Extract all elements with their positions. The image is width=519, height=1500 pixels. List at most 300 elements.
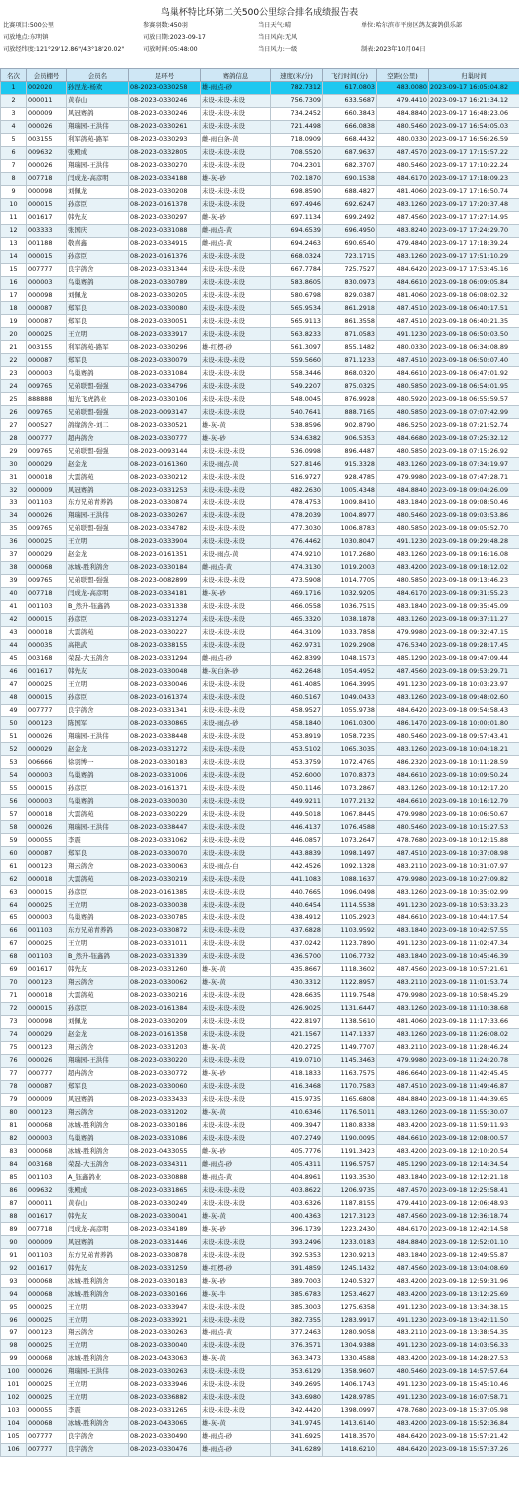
table-cell: 32 [1, 484, 27, 497]
table-cell: 377.2463 [271, 1327, 323, 1340]
table-cell: 2023-09-18 12:42:14.58 [429, 1223, 519, 1236]
table-cell: 1118.3602 [323, 963, 377, 976]
table-cell: 385.6783 [271, 1288, 323, 1301]
table-row [1, 367, 519, 380]
table-cell: 000011 [27, 94, 67, 107]
table-cell: 08-2023-0330080 [129, 302, 201, 315]
table-cell: 未设-未设-未设 [201, 94, 271, 107]
table-cell: 2023-09-18 12:06:48.93 [429, 1197, 519, 1210]
table-cell: 2023-09-18 15:57:37.26 [429, 1443, 519, 1456]
table-cell: 484.8840 [377, 1236, 429, 1249]
table-cell: 08-2023-0333947 [129, 1301, 201, 1314]
table-cell: 黄春山 [67, 1197, 129, 1210]
table-cell: 1230.9213 [323, 1249, 377, 1262]
table-cell: 08-2023-0161360 [129, 458, 201, 471]
table-row [1, 1080, 519, 1093]
table-cell: 389.7003 [271, 1275, 323, 1288]
table-cell: 000777 [27, 432, 67, 445]
table-cell: 2023-09-18 15:52:36.84 [429, 1417, 519, 1430]
table-row [1, 847, 519, 860]
table-row [1, 224, 519, 237]
table-cell: 39 [1, 574, 27, 587]
table-cell: 2023-09-18 14:57:57.64 [429, 1365, 519, 1378]
table-cell: 2023-09-17 17:10:22.24 [429, 159, 519, 172]
table-cell: 08-2023-0331203 [129, 1041, 201, 1054]
table-cell: 000068 [27, 561, 67, 574]
table-cell: 郑军良 [67, 1080, 129, 1093]
table-cell: 2023-09-18 07:47:28.71 [429, 471, 519, 484]
table-cell: 1163.7575 [323, 1067, 377, 1080]
table-row [1, 354, 519, 367]
table-cell: 未设-未设-未设 [201, 600, 271, 613]
table-cell: 2023-09-18 10:35:02.99 [429, 886, 519, 899]
table-cell: 08-2023-0331865 [129, 1184, 201, 1197]
table-cell: 1096.0498 [323, 886, 377, 899]
table-row [1, 1275, 519, 1288]
table-row [1, 328, 519, 341]
table-cell: 未设-未设-未设 [201, 276, 271, 289]
table-cell: 98 [1, 1339, 27, 1352]
table-row [1, 509, 519, 522]
table-cell: 08-2023-0330040 [129, 1339, 201, 1352]
column-header: 赛鸽信息 [201, 69, 271, 82]
table-cell: 2023-09-18 12:52:01.10 [429, 1236, 519, 1249]
table-cell: 08-2023-0161376 [129, 250, 201, 263]
table-cell: 49 [1, 704, 27, 717]
table-cell: 1131.6447 [323, 1002, 377, 1015]
table-cell: 527.8146 [271, 458, 323, 471]
table-cell: 000015 [27, 1002, 67, 1015]
table-cell: 08-2023-0330227 [129, 626, 201, 639]
table-cell: 915.3328 [323, 458, 377, 471]
table-cell: 08-2023-0331260 [129, 963, 201, 976]
table-cell: 未设-未设-未设 [201, 912, 271, 925]
table-cell: 未设-未设-未设 [201, 380, 271, 393]
table-cell: 469.1716 [271, 587, 323, 600]
table-cell: 赵金龙 [67, 1028, 129, 1041]
table-row [1, 704, 519, 717]
table-cell: 001103 [27, 924, 67, 937]
table-cell: 孙彦臣 [67, 886, 129, 899]
table-cell: 08-2023-0331446 [129, 1236, 201, 1249]
table-cell: 000068 [27, 1275, 67, 1288]
table-cell: 雄-灰-砂 [201, 587, 271, 600]
table-cell: 2023-09-18 10:57:21.61 [429, 963, 519, 976]
table-cell: 106 [1, 1443, 27, 1456]
table-cell: 37 [1, 548, 27, 561]
table-cell: 大雲鸽苑 [67, 989, 129, 1002]
table-cell: 08-2023-0330270 [129, 159, 201, 172]
table-cell: 雄-雨点-黄 [201, 1171, 271, 1184]
table-cell: 442.4526 [271, 860, 323, 873]
table-cell: 17 [1, 289, 27, 302]
table-row [1, 886, 519, 899]
table-cell: 2023-09-18 15:57:21.42 [429, 1430, 519, 1443]
table-cell: 462.8399 [271, 652, 323, 665]
table-cell: 雌-雨点-砂 [201, 1158, 271, 1171]
table-cell: 438.4912 [271, 912, 323, 925]
table-cell: 782.7312 [271, 82, 323, 95]
table-cell: 478.7680 [377, 1404, 429, 1417]
table-cell: 2023-09-18 10:27:09.82 [429, 873, 519, 886]
table-row [1, 263, 519, 276]
table-cell: 08-2023-0338155 [129, 639, 201, 652]
table-cell: 2023-09-18 09:54:58.43 [429, 704, 519, 717]
table-cell: 08-2023-0332805 [129, 146, 201, 159]
table-cell: 2023-09-17 17:51:10.29 [429, 250, 519, 263]
table-cell: 1428.9785 [323, 1391, 377, 1404]
table-row [1, 107, 519, 120]
table-cell: 79 [1, 1093, 27, 1106]
table-cell: 2023-09-18 11:28:46.24 [429, 1041, 519, 1054]
table-cell: 491.1230 [377, 1314, 429, 1327]
table-cell: 479.9980 [377, 989, 429, 1002]
table-cell: 479.9980 [377, 626, 429, 639]
table-cell: 000087 [27, 1080, 67, 1093]
table-row [1, 613, 519, 626]
table-row [1, 535, 519, 548]
table-cell: 484.6420 [377, 1443, 429, 1456]
table-row [1, 1145, 519, 1158]
table-row [1, 1327, 519, 1340]
table-cell: 000087 [27, 847, 67, 860]
table-cell: 雄-灰-黄 [201, 976, 271, 989]
table-cell: 1217.3123 [323, 1210, 377, 1223]
table-cell: 08-2023-0330293 [129, 133, 201, 146]
table-cell: 486.6640 [377, 1067, 429, 1080]
table-cell: 479.9980 [377, 1054, 429, 1067]
column-header: 归巢时间 [429, 69, 519, 82]
table-row [1, 1223, 519, 1236]
table-cell: 08-2023-0334796 [129, 380, 201, 393]
table-cell: 未设-未设-未设 [201, 302, 271, 315]
table-cell: 000055 [27, 1404, 67, 1417]
table-cell: 487.4510 [377, 847, 429, 860]
table-cell: 1280.9058 [323, 1327, 377, 1340]
table-cell: 896.4487 [323, 445, 377, 458]
table-cell: 未设-未设-未设 [201, 756, 271, 769]
table-cell: 660.3843 [323, 107, 377, 120]
table-cell: 未设-未设-未设 [201, 367, 271, 380]
table-cell: 94 [1, 1288, 27, 1301]
table-cell: 08-2023-0330038 [129, 899, 201, 912]
table-cell: 翔瑞园-王洪伟 [67, 1365, 129, 1378]
table-cell: 2023-09-18 09:35:45.09 [429, 600, 519, 613]
table-cell: 487.4560 [377, 963, 429, 976]
table-row [1, 782, 519, 795]
table-cell: 407.2749 [271, 1132, 323, 1145]
table-row [1, 1378, 519, 1391]
table-cell: 483.1840 [377, 497, 429, 510]
table-cell: 001103 [27, 497, 67, 510]
table-cell: 大雲鸽苑 [67, 626, 129, 639]
table-row [1, 1002, 519, 1015]
table-row [1, 639, 519, 652]
table-row [1, 769, 519, 782]
table-cell: 43 [1, 626, 27, 639]
table-cell: 97 [1, 1327, 27, 1340]
table-cell: 668.4432 [323, 133, 377, 146]
table-cell: 23 [1, 367, 27, 380]
table-cell: 538.8596 [271, 419, 323, 432]
table-cell: 1036.7515 [323, 600, 377, 613]
table-cell: 349.2695 [271, 1378, 323, 1391]
table-row [1, 471, 519, 484]
table-cell: 001103 [27, 950, 67, 963]
table-row [1, 146, 519, 159]
table-cell: 兄弟联盟-强强 [67, 522, 129, 535]
table-cell: 565.9113 [271, 315, 323, 328]
table-cell: 1253.4627 [323, 1288, 377, 1301]
table-cell: 000025 [27, 1301, 67, 1314]
table-cell: 2023-09-18 14:28:27.53 [429, 1352, 519, 1365]
table-cell: 鸟巢赛鸽 [67, 769, 129, 782]
table-cell: 东方兄弟青养鸽 [67, 1249, 129, 1262]
table-cell: 465.3320 [271, 613, 323, 626]
table-cell: 未设-未设-未设 [201, 1249, 271, 1262]
table-cell: 黄春山 [67, 94, 129, 107]
table-cell: 51 [1, 730, 27, 743]
table-row [1, 432, 519, 445]
table-cell: 雄-灰-砂 [201, 172, 271, 185]
table-cell: 王立明 [67, 1301, 129, 1314]
table-cell: 1413.6140 [323, 1417, 377, 1430]
table-cell: 491.1230 [377, 899, 429, 912]
table-cell: 393.2496 [271, 1236, 323, 1249]
table-cell: 491.1230 [377, 1378, 429, 1391]
table-cell: 陈国军 [67, 717, 129, 730]
table-cell: 001188 [27, 237, 67, 250]
table-cell: 002020 [27, 82, 67, 95]
table-cell: 08-2023-0161384 [129, 1002, 201, 1015]
table-cell: 2023-09-18 10:00:01.80 [429, 717, 519, 730]
table-cell: 698.8590 [271, 185, 323, 198]
table-cell: 2023-09-18 11:01:53.74 [429, 976, 519, 989]
table-cell: 536.0998 [271, 445, 323, 458]
table-cell: 480.5850 [377, 406, 429, 419]
table-row [1, 1404, 519, 1417]
table-cell: 2023-09-18 12:59:31.96 [429, 1275, 519, 1288]
table-cell: 734.2452 [271, 107, 323, 120]
table-cell: 6 [1, 146, 27, 159]
table-cell: 2023-09-18 10:31:07.97 [429, 860, 519, 873]
table-cell: 08-2023-0330063 [129, 860, 201, 873]
table-cell: 孙涅龙-杨欢 [67, 82, 129, 95]
table-cell: 436.5700 [271, 950, 323, 963]
table-cell: 08-2023-0331344 [129, 263, 201, 276]
table-cell: 未设-未设-未设 [201, 535, 271, 548]
table-row [1, 937, 519, 950]
table-cell: 2023-09-18 09:03:53.86 [429, 509, 519, 522]
table-cell: 47 [1, 678, 27, 691]
table-cell: 486.2320 [377, 756, 429, 769]
table-cell: 张殿成 [67, 146, 129, 159]
table-cell: 王立明 [67, 1339, 129, 1352]
table-row [1, 159, 519, 172]
table-cell: 2023-09-18 09:32:47.15 [429, 626, 519, 639]
table-cell: 481.4060 [377, 185, 429, 198]
table-cell: 1055.9738 [323, 704, 377, 717]
table-cell: 483.1260 [377, 250, 429, 263]
table-cell: 08-2023-0330060 [129, 1080, 201, 1093]
table-cell: 13 [1, 237, 27, 250]
table-cell: 484.6420 [377, 263, 429, 276]
table-cell: 08-2023-0331088 [129, 224, 201, 237]
info-item: 司放地点:东明镇 [3, 34, 49, 41]
table-cell: 74 [1, 1028, 27, 1041]
table-cell: 21 [1, 341, 27, 354]
table-cell: 480.5850 [377, 380, 429, 393]
table-cell: 484.6610 [377, 912, 429, 925]
table-cell: 1030.8047 [323, 535, 377, 548]
table-cell: 2023-09-18 09:28:17.45 [429, 639, 519, 652]
table-cell: 33 [1, 497, 27, 510]
table-cell: 446.4137 [271, 821, 323, 834]
table-row [1, 743, 519, 756]
table-cell: 2023-09-18 06:54:01.95 [429, 380, 519, 393]
table-row [1, 120, 519, 133]
table-cell: 1103.9592 [323, 924, 377, 937]
table-cell: 18 [1, 302, 27, 315]
table-cell: 001617 [27, 963, 67, 976]
table-cell: 1147.1337 [323, 1028, 377, 1041]
table-cell: 000068 [27, 1288, 67, 1301]
table-cell: 871.1233 [323, 354, 377, 367]
table-cell: 000003 [27, 912, 67, 925]
table-cell: 000123 [27, 1041, 67, 1054]
table-cell: 2023-09-18 07:25:32.12 [429, 432, 519, 445]
table-cell: 56 [1, 795, 27, 808]
table-cell: 563.8233 [271, 328, 323, 341]
table-cell: 2023-09-17 17:18:39.24 [429, 237, 519, 250]
table-cell: 未设-未设-未设 [201, 1132, 271, 1145]
table-cell: 1190.0095 [323, 1132, 377, 1145]
table-cell: 1070.8373 [323, 769, 377, 782]
table-cell: 1017.2680 [323, 548, 377, 561]
table-cell: 483.1260 [377, 1106, 429, 1119]
table-cell: 2023-09-18 06:50:03.50 [429, 328, 519, 341]
table-cell: 580.6798 [271, 289, 323, 302]
table-cell: 1358.9607 [323, 1365, 377, 1378]
table-cell: 08-2023-0331338 [129, 600, 201, 613]
table-cell: 1170.7583 [323, 1080, 377, 1093]
table-row [1, 211, 519, 224]
report-info [0, 20, 519, 68]
table-cell: 2023-09-18 06:40:21.35 [429, 315, 519, 328]
table-cell: 443.8839 [271, 847, 323, 860]
table-cell: 孙彦臣 [67, 613, 129, 626]
table-cell: 08-2023-0330183 [129, 1275, 201, 1288]
table-cell: 466.0558 [271, 600, 323, 613]
table-cell: 1048.1573 [323, 652, 377, 665]
table-cell: 良宇鸽舍 [67, 263, 129, 276]
table-cell: 7 [1, 159, 27, 172]
table-cell: 91 [1, 1249, 27, 1262]
table-cell: 000009 [27, 1093, 67, 1106]
table-cell: 421.1567 [271, 1028, 323, 1041]
table-cell: 08-2023-0433055 [129, 1145, 201, 1158]
table-cell: 009765 [27, 574, 67, 587]
table-cell: 80 [1, 1106, 27, 1119]
table-cell: 未设-未设-未设 [201, 743, 271, 756]
table-row [1, 600, 519, 613]
table-cell: 李震 [67, 834, 129, 847]
table-cell: 480.5460 [377, 821, 429, 834]
table-cell: 08-2023-0330051 [129, 315, 201, 328]
table-cell: 483.1260 [377, 1028, 429, 1041]
table-cell: 477.3030 [271, 522, 323, 535]
table-row [1, 1262, 519, 1275]
table-cell: 未设-未设-未设 [201, 445, 271, 458]
table-cell: 2023-09-18 09:31:55.23 [429, 587, 519, 600]
table-cell: 009765 [27, 380, 67, 393]
table-cell: 08-2023-0330205 [129, 289, 201, 302]
table-row [1, 1028, 519, 1041]
table-cell: 雌-雨点-黄 [201, 237, 271, 250]
table-row [1, 1288, 519, 1301]
table-cell: 000026 [27, 120, 67, 133]
table-cell: 60 [1, 847, 27, 860]
table-cell: 483.4200 [377, 1145, 429, 1158]
table-cell: 000015 [27, 250, 67, 263]
table-cell: 483.4200 [377, 1275, 429, 1288]
table-cell: 30 [1, 458, 27, 471]
table-cell: 54 [1, 769, 27, 782]
table-cell: 464.3109 [271, 626, 323, 639]
table-cell: 大雲鸽苑 [67, 873, 129, 886]
table-cell: 2023-09-17 16:21:34.12 [429, 94, 519, 107]
table-cell: 08-2023-0330046 [129, 678, 201, 691]
table-cell: 赵金龙 [67, 458, 129, 471]
table-cell: 42 [1, 613, 27, 626]
table-cell: 415.9735 [271, 1093, 323, 1106]
table-cell: 000123 [27, 976, 67, 989]
table-cell: 08-2023-0330186 [129, 1119, 201, 1132]
table-cell: 000025 [27, 1339, 67, 1352]
table-cell: 480.5920 [377, 393, 429, 406]
table-row [1, 1443, 519, 1456]
table-cell: 08-2023-0330166 [129, 1288, 201, 1301]
table-cell: 2023-09-17 17:27:14.95 [429, 211, 519, 224]
table-cell: 2023-09-18 11:17:33.66 [429, 1015, 519, 1028]
table-cell: 韩先友 [67, 963, 129, 976]
table-cell: 69 [1, 963, 27, 976]
table-cell: 2023-09-18 16:07:58.71 [429, 1391, 519, 1404]
table-cell: 486.1470 [377, 717, 429, 730]
table-cell: 08-2023-0330048 [129, 665, 201, 678]
table-cell: 1193.3530 [323, 1171, 377, 1184]
table-row [1, 380, 519, 393]
table-cell: 36 [1, 535, 27, 548]
table-cell: 未设-未设-未设 [201, 107, 271, 120]
table-cell: 61 [1, 860, 27, 873]
table-cell: 未设-未设-未设 [201, 1339, 271, 1352]
table-cell: 93 [1, 1275, 27, 1288]
table-cell: 480.5460 [377, 120, 429, 133]
table-cell: 396.1739 [271, 1223, 323, 1236]
table-row [1, 1365, 519, 1378]
table-cell: 009765 [27, 522, 67, 535]
info-item: 司放经纬度:121°29'12.86"/43°18'20.02" [3, 46, 125, 53]
table-cell: 476.5340 [377, 639, 429, 652]
table-cell: 08-2023-0331341 [129, 704, 201, 717]
table-cell: 1106.7732 [323, 950, 377, 963]
table-cell: 86 [1, 1184, 27, 1197]
table-cell: 000025 [27, 678, 67, 691]
table-cell: 71 [1, 989, 27, 1002]
table-cell: 2023-09-18 10:44:17.54 [429, 912, 519, 925]
table-cell: 韩先友 [67, 1210, 129, 1223]
